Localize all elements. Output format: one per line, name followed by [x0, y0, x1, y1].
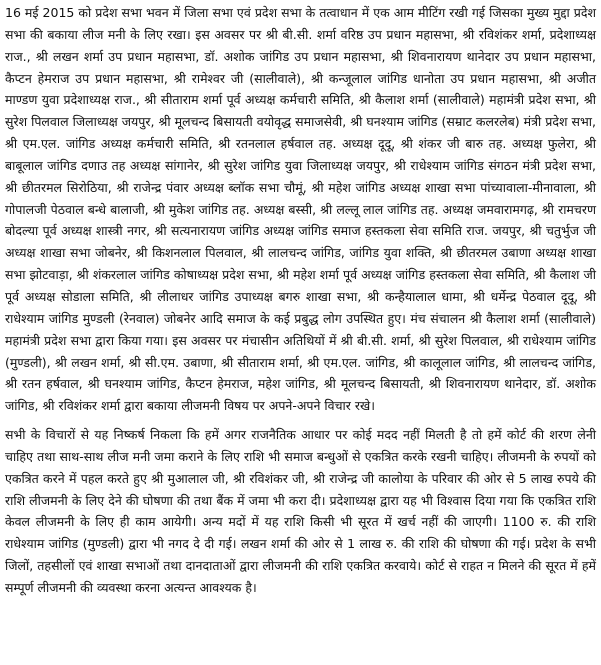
conclusion-paragraph: सभी के विचारों से यह निष्कर्ष निकला कि हमें अगर राजनैतिक आधार पर कोई मदद नहीं मिलती है तो हमें कोर्ट की शरण लेनी चाहिए तथा साथ-साथ लीज मनी जमा कराने के लिए राशि भी समाज बन्धुओं से एकत्रित करके रखनी चाहिए। लीजमनी के रुपयों को एकत्रित करने में पहल करते हुए श्री मुआलाल जी, श्री रविशंकर जी, श्री राजेन्द्र जी कालोया के परिवार की ओर से 5 लाख रुपये की राशि लीजमनी के लिए देने की घोषणा की तथा बैंक में जमा भी करा दी। प्रदेशाध्यक्ष द्वारा यह भी विश्वास दिया गया कि एकत्रित राशि केवल लीजमनी के लिए ही काम आयेगी। अन्य मदों में यह राशि किसी भी सूरत में खर्च नहीं की जाएगी। 1100 रु. की राशि राधेश्याम जांगिड (मुण्डली) द्वारा भी नगद दे दी गई। लखन शर्मा की ओर से 1 लाख रु. की राशि की घोषणा की गई। प्रदेश के सभी जिलों, तहसीलों एवं शाखा सभाओं तथा दानदाताओं द्वारा लीजमनी की राशि एकत्रित करवाये। कोर्ट से राहत न मिलने की सूरत में हमें सम्पूर्ण लीजमनी की व्यवस्था करना अत्यन्त आवश्यक है। [5, 427, 596, 595]
meeting-report-paragraph: 16 मई 2015 को प्रदेश सभा भवन में जिला सभा एवं प्रदेश सभा के तत्वाधान में एक आम मीटिंग रखी गई जिसका मुख्य मुद्दा प्रदेश सभा की बकाया लीज मनी के लिए रखा। इस अवसर पर श्री बी.सी. शर्मा वरिष्ठ उप प्रधान महासभा, श्री रविशंकर शर्मा, प्रदेशाध्यक्ष राज., श्री लखन शर्मा उप प्रधान महासभा, डॉ. अशोक जांगिड उप प्रधान महासभा, श्री शिवनारायण थानेदार उप प्रधान महासभा, कैप्टन हेमराज उप प्रधान महासभा, श्री रामेश्वर जी (सालीवाले), श्री कन्जूलाल जांगिड धानोता उप प्रधान महासभा, श्री अजीत माण्डण युवा प्रदेशाध्यक्ष राज., श्री सीताराम शर्मा पूर्व अध्यक्ष कर्मचारी समिति, श्री कैलाश शर्मा (सालीवाले) महामंत्री प्रदेश सभा, श्री सुरेश पिलवाल जिलाध्यक्ष जयपुर, श्री मूलचन्द बिसायती वयोवृद्ध समाजसेवी, श्री घनश्याम जांगिड (सम्राट कलरलेब) मंत्री प्रदेश सभा, श्री एम.एल. जांगिड अध्यक्ष कर्मचारी समिति, श्री रतनलाल हर्षवाल तह. अध्यक्ष दूदू, श्री शंकर जी बारु तह. अध्यक्ष फुलेरा, श्री बाबूलाल जांगिड दणाउ तह अध्यक्ष सांगानेर, श्री सुरेश जांगिड युवा जिलाध्यक्ष जयपुर, श्री राधेश्याम जांगिड संगठन मंत्री प्रदेश सभा, श्री छीतरमल सिरोठिया, श्री राजेन्द्र पंवार अध्यक्ष ब्लॉक सभा चौमूं, श्री महेश जांगिड अध्यक्ष शाखा सभा पांच्यावाला-मीनावाला, श्री गोपालजी पेठवाल बन्धे बालाजी, श्री मुकेश जांगिड तह. अध्यक्ष बस्सी, श्री लल्लू लाल जांगिड तह. अध्यक्ष जमवारामगढ़, श्री रामचरण बोदल्या पूर्व अध्यक्ष शास्त्री नगर, श्री सत्यनारायण जांगिड अध्यक्ष जांगिड समाज हस्तकला सेवा समिति राज. जयपुर, श्री चतुर्भुज जी अध्यक्ष शाखा सभा जोबनेर, श्री किशनलाल पिलवाल, श्री लालचन्द जांगिड, जांगिड युवा शक्ति, श्री छीतरमल उबाणा अध्यक्ष शाखा सभा झोटवाड़ा, श्री शंकरलाल जांगिड कोषाध्यक्ष प्रदेश सभा, श्री महेश शर्मा पूर्व अध्यक्ष जांगिड हस्तकला सेवा समिति, श्री कैलाश जी पूर्व अध्यक्ष सोडाला समिति, श्री लीलाधर जांगिड उपाध्यक्ष बगरु शाखा सभा, श्री कन्हैयालाल धामा, श्री धर्मेन्द्र पेठवाल दूदू, श्री राधेश्याम जांगिड मुण्डली (रेनवाल) जोबनेर आदि समाज के कई प्रबुद्ध लोग उपस्थित हुए। मंच संचालन श्री कैलाश शर्मा (सालीवाले) महामंत्री प्रदेश सभा द्वारा किया गया। इस अवसर पर मंचासीन अतिथियों में श्री बी.सी. शर्मा, श्री सुरेश पिलवाल, श्री राधेश्याम जांगिड (मुण्डली), श्री लखन शर्मा, श्री सी.एम. उबाणा, श्री सीताराम शर्मा, श्री एम.एल. जांगिड, श्री कालूलाल जांगिड, श्री लालचन्द जांगिड, श्री रतन हर्षवाल, श्री घनश्याम जांगिड, कैप्टन हेमराज, महेश जांगिड, श्री मूलचन्द बिसायती, श्री शिवनारायण थानेदार, डॉ. अशोक जांगिड, श्री रविशंकर शर्मा द्वारा बकाया लीजमनी विषय पर अपने-अपने विचार रखे। [5, 5, 596, 414]
document-body [5, 2, 596, 599]
